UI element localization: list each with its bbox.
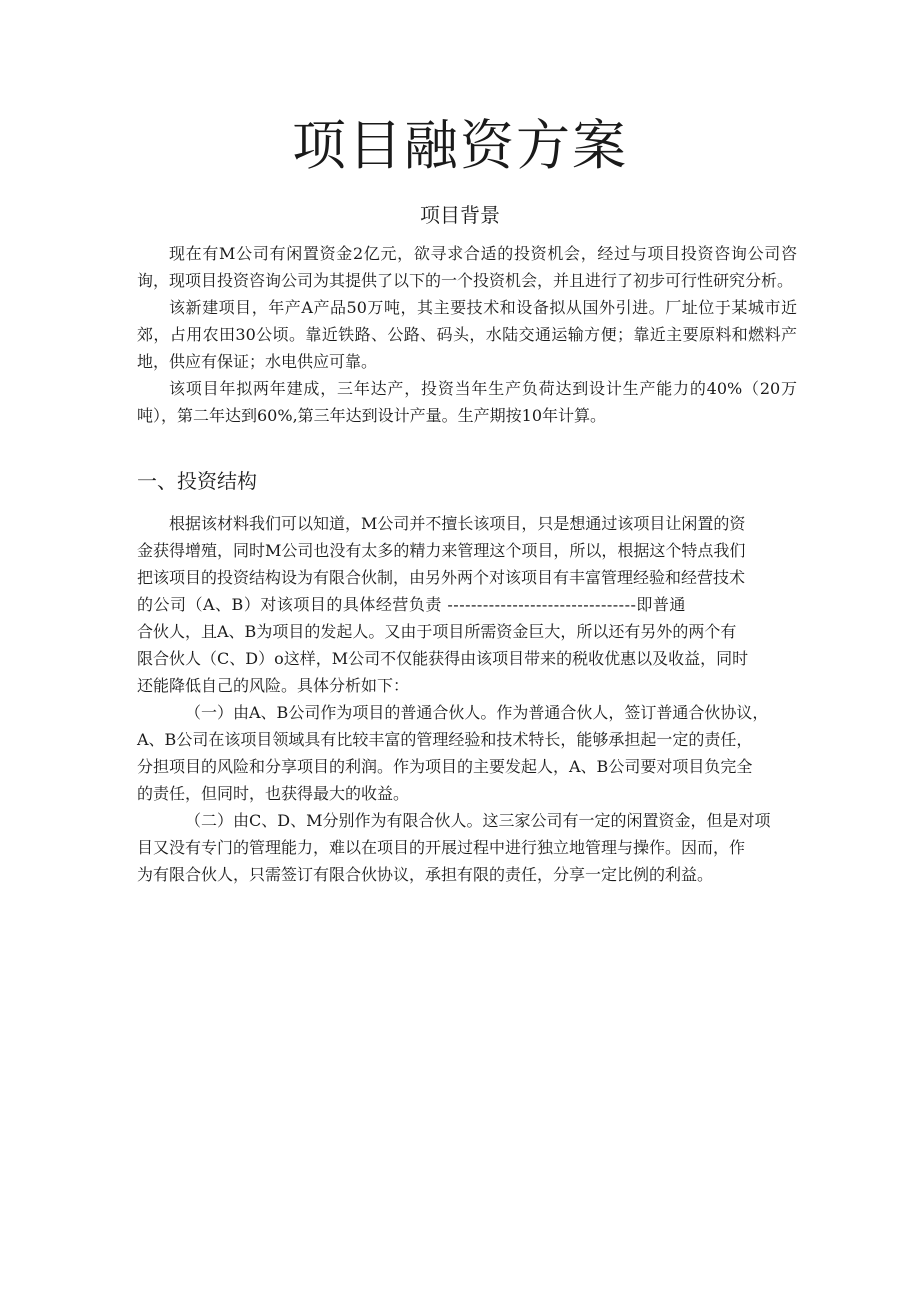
text-line: 合伙人，且A、B为项目的发起人。又由于项目所需资金巨大，所以还有另外的两个有 bbox=[137, 622, 737, 641]
text-line: 为有限合伙人，只需签订有限合伙协议，承担有限的责任，分享一定比例的利益。 bbox=[137, 865, 714, 884]
background-section bbox=[137, 240, 797, 429]
text-line: 还能降低自己的风险。具体分析如下： bbox=[137, 676, 410, 695]
document-title: 项目融资方案 bbox=[292, 114, 628, 177]
text-line: 目又没有专门的管理能力，难以在项目的开展过程中进行独立地管理与操作。因而，作 bbox=[137, 838, 746, 857]
background-paragraph: 该项目年拟两年建成，三年达产，投资当年生产负荷达到设计生产能力的40%（20万吨），第二年达到60%,第三年达到设计产量。生产期按10年计算。 bbox=[137, 379, 797, 425]
text-line: （二）由C、D、M分别作为有限合伙人。这三家公司有一定的闲置资金，但是对项 bbox=[185, 811, 771, 830]
investment-structure-section bbox=[137, 510, 797, 888]
background-paragraph: 现在有M公司有闲置资金2亿元，欲寻求合适的投资机会，经过与项目投资咨询公司咨询，现项目投资咨询公司为其提供了以下的一个投资机会，并且进行了初步可行性研究分析。 bbox=[137, 244, 797, 290]
text-line: A、B公司在该项目领域具有比较丰富的管理经验和技术特长，能够承担起一定的责任， bbox=[137, 730, 753, 749]
text-line: 的公司（A、B）对该项目的具体经营负责 --------------------------------即普通 bbox=[137, 595, 686, 614]
text-line: 限合伙人（C、D）o这样，M公司不仅能获得由该项目带来的税收优惠以及收益，同时 bbox=[137, 649, 749, 668]
section-subtitle: 项目背景 bbox=[420, 203, 500, 227]
text-line: 的责任，但同时，也获得最大的收益。 bbox=[137, 784, 410, 803]
text-line: 把该项目的投资结构设为有限合伙制，由另外两个对该项目有丰富管理经验和经营技术 bbox=[137, 568, 746, 587]
background-paragraph: 该新建项目，年产A产品50万吨，其主要技术和设备拟从国外引进。厂址位于某城市近郊，占用农田30公顷。靠近铁路、公路、码头，水陆交通运输方便；靠近主要原料和燃料产地，供应有保证；水电供应可靠。 bbox=[137, 298, 797, 371]
section-heading: 一、投资结构 bbox=[137, 469, 257, 493]
text-line: 金获得增殖，同时M公司也没有太多的精力来管理这个项目，所以，根据这个特点我们 bbox=[137, 541, 746, 560]
text-line: 分担项目的风险和分享项目的利润。作为项目的主要发起人，A、B公司要对项目负完全 bbox=[137, 757, 753, 776]
text-line: 根据该材料我们可以知道，M公司并不擅长该项目，只是想通过该项目让闲置的资 bbox=[169, 514, 746, 533]
text-line: （一）由A、B公司作为项目的普通合伙人。作为普通合伙人，签订普通合伙协议， bbox=[185, 703, 769, 722]
